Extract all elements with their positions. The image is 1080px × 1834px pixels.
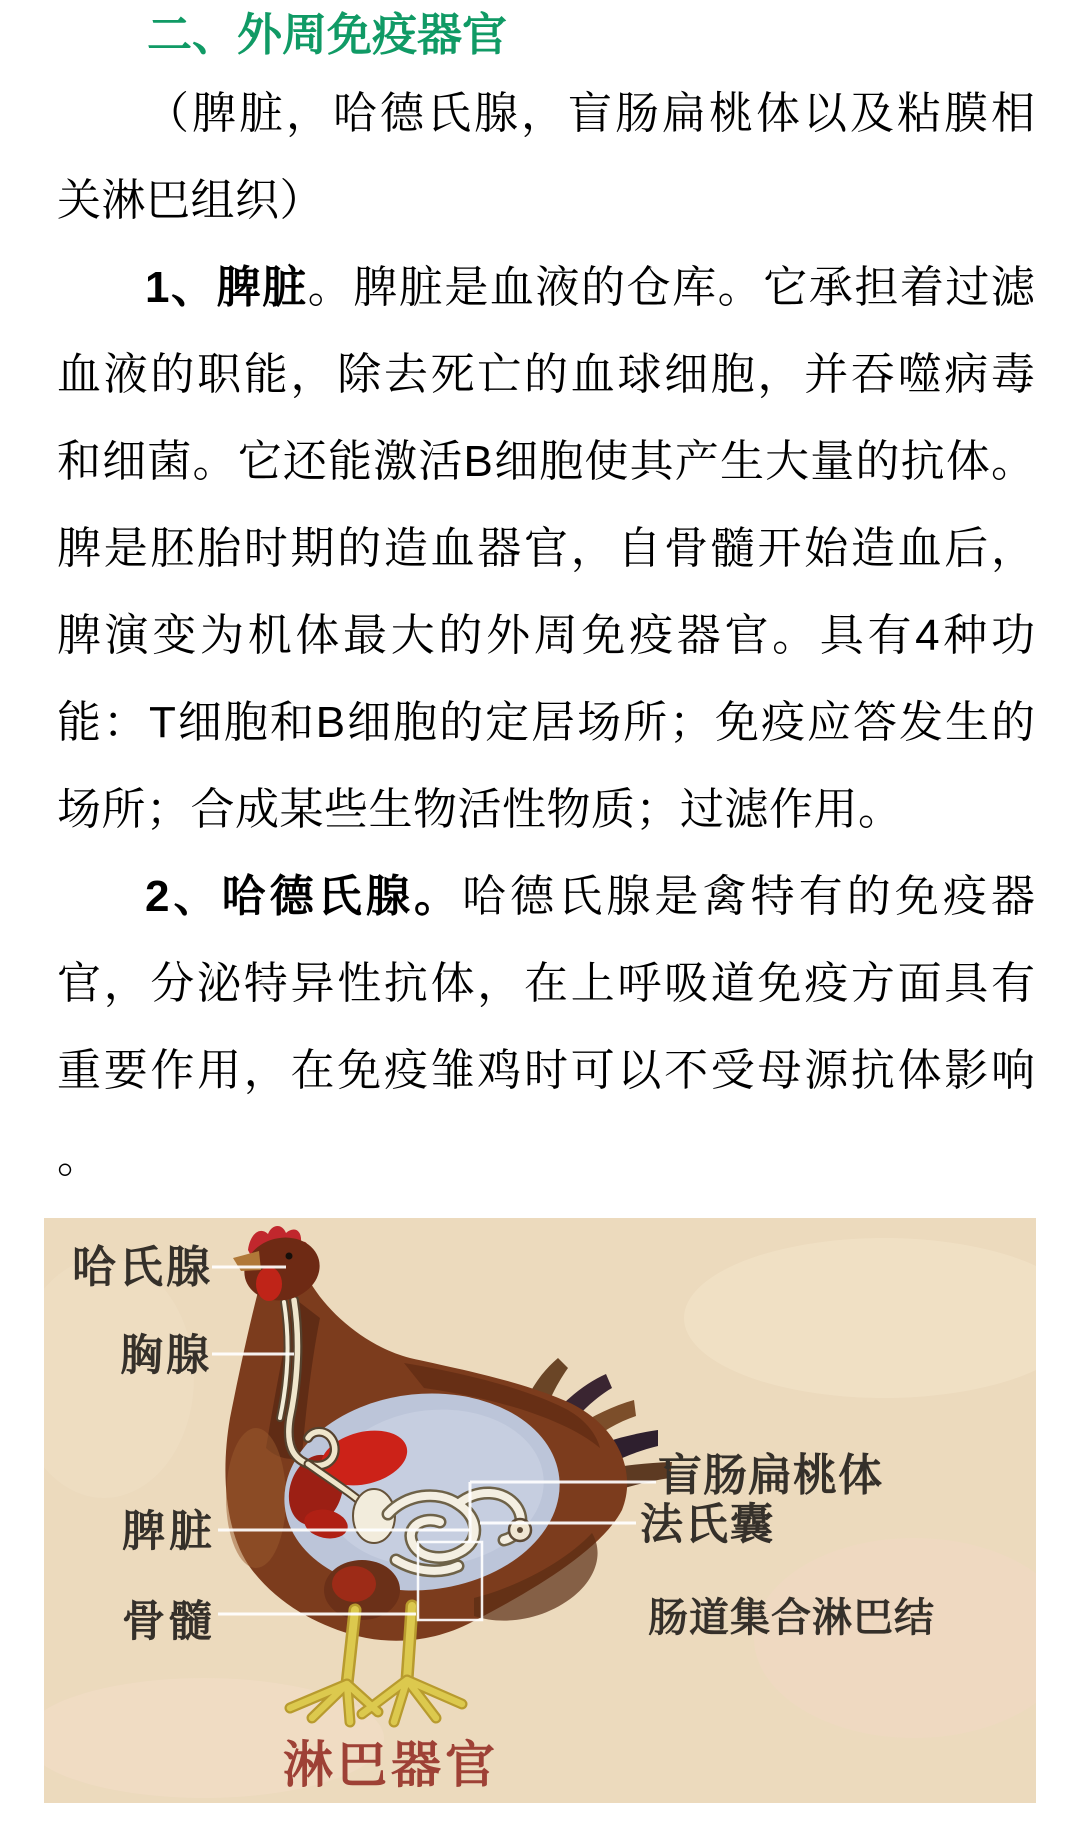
- label-spleen: 脾脏: [122, 1508, 216, 1556]
- text-line: （脾脏，哈德氏腺，盲肠扁桃体以及粘膜相: [145, 89, 1035, 138]
- label-bursa-fabricius: 法氏囊: [640, 1501, 775, 1549]
- text-line: 脾是胚胎时期的造血器官，自骨髓开始造血后，: [57, 524, 1035, 573]
- label-harderian-gland: 哈氏腺: [72, 1243, 213, 1292]
- label-thymus: 胸腺: [120, 1332, 212, 1380]
- section-title: 二、外周免疫器官: [147, 9, 508, 60]
- label-gut-lymphoid-aggregates: 肠道集合淋巴结: [648, 1596, 935, 1640]
- text-line: 。: [57, 1133, 102, 1182]
- label-bone-marrow: 骨髓: [122, 1598, 216, 1646]
- article-lines: [57, 70, 1035, 1201]
- text-line: 关淋巴组织）: [57, 176, 324, 225]
- text-line: 2、哈德氏腺。哈德氏腺是禽特有的免疫器: [145, 872, 1035, 921]
- text-line: 和细菌。它还能激活B细胞使其产生大量的抗体。: [57, 437, 1035, 486]
- text-line: 能：T细胞和B细胞的定居场所；免疫应答发生的: [57, 698, 1035, 747]
- text-line: 重要作用，在免疫雏鸡时可以不受母源抗体影响: [57, 1046, 1035, 1095]
- text-line: 脾演变为机体最大的外周免疫器官。具有4种功: [57, 611, 1035, 660]
- text-line: 血液的职能，除去死亡的血球细胞，并吞噬病毒: [57, 350, 1035, 399]
- text-line: 场所；合成某些生物活性物质；过滤作用。: [57, 785, 903, 834]
- text-line: 1、脾脏。脾脏是血液的仓库。它承担着过滤: [145, 263, 1035, 312]
- label-cecal-tonsil: 盲肠扁桃体: [658, 1451, 883, 1500]
- text-line: 官，分泌特异性抗体，在上呼吸道免疫方面具有: [57, 959, 1035, 1008]
- chicken-lymphoid-figure: [44, 1218, 1036, 1803]
- article-body: [57, 0, 1035, 1201]
- chicken-wattle: [256, 1267, 282, 1301]
- chicken-eye: [286, 1253, 293, 1260]
- figure-caption: 淋巴器官: [283, 1737, 499, 1793]
